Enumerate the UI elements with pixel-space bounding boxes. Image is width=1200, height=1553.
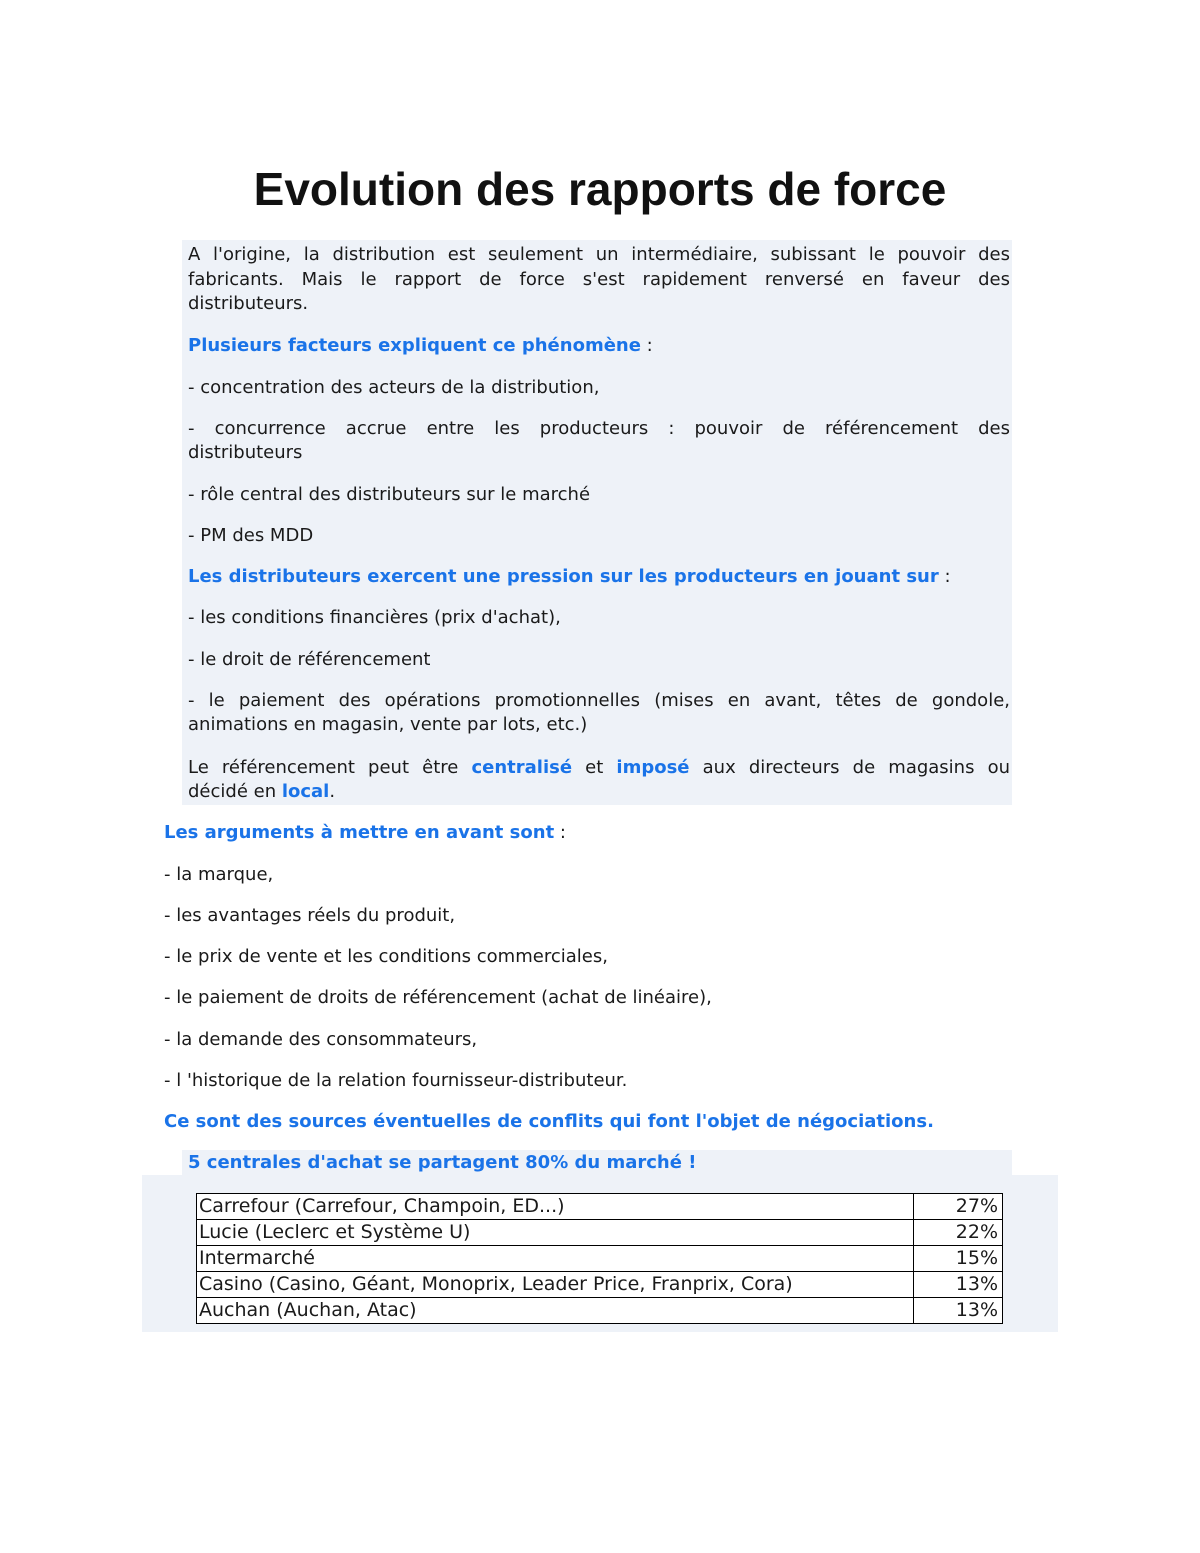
page-title: Evolution des rapports de force (253, 163, 947, 215)
centrale-share: 27% (914, 1194, 1003, 1220)
conflits-statement: Ce sont des sources éventuelles de conflits qui font l'objet de négociations. (164, 1111, 934, 1132)
centrale-name: Intermarché (197, 1246, 914, 1272)
ref-text: . (329, 781, 336, 802)
facteur-item-cont: distributeurs (188, 442, 303, 463)
table-row (197, 1298, 1003, 1324)
centrale-name: Auchan (Auchan, Atac) (197, 1298, 914, 1324)
facteurs-heading-text: Plusieurs facteurs expliquent ce phénomène (188, 335, 641, 356)
table-row (197, 1220, 1003, 1246)
argument-item: - le paiement de droits de référencement (achat de linéaire), (164, 987, 712, 1008)
ref-text: Le référencement peut être (188, 757, 472, 778)
argument-item: - la demande des consommateurs, (164, 1029, 478, 1050)
table-row (197, 1272, 1003, 1298)
pression-item: - le droit de référencement (188, 649, 431, 670)
pression-item: - les conditions financières (prix d'achat), (188, 607, 561, 628)
facteurs-heading (188, 334, 1010, 358)
pression-item-cont: animations en magasin, vente par lots, etc.) (188, 714, 588, 735)
referencement-line (188, 756, 1010, 780)
centrales-heading: 5 centrales d'achat se partagent 80% du marché ! (188, 1152, 697, 1173)
referencement-line-2 (188, 780, 1010, 804)
arguments-heading (164, 821, 1010, 845)
pression-heading (188, 565, 1010, 589)
centrale-share: 13% (914, 1272, 1003, 1298)
pression-heading-text: Les distributeurs exercent une pression sur les producteurs en jouant sur (188, 566, 939, 587)
intro-line-1: A l'origine, la distribution est seulement un intermédiaire, subissant le pouvoir des (188, 244, 1010, 265)
intro-line-2: fabricants. Mais le rapport de force s'est rapidement renversé en faveur des (188, 269, 1010, 290)
pression-item: - le paiement des opérations promotionnelles (mises en avant, têtes de gondole, (188, 690, 1010, 711)
ref-text: aux directeurs de magasins ou (689, 757, 1011, 778)
centrale-name: Casino (Casino, Géant, Monoprix, Leader Price, Franprix, Cora) (197, 1272, 914, 1298)
ref-text: et (572, 757, 617, 778)
centrale-name: Carrefour (Carrefour, Champoin, ED...) (197, 1194, 914, 1220)
centrale-share: 15% (914, 1246, 1003, 1272)
arguments-heading-text: Les arguments à mettre en avant sont (164, 822, 555, 843)
market-share-table (196, 1193, 1003, 1324)
ref-impose: imposé (616, 757, 690, 778)
facteurs-colon: : (640, 335, 653, 356)
centrale-share: 13% (914, 1298, 1003, 1324)
pression-colon: : (938, 566, 951, 587)
arguments-colon: : (554, 822, 566, 843)
argument-item: - le prix de vente et les conditions commerciales, (164, 946, 608, 967)
argument-item: - l 'historique de la relation fournisseur-distributeur. (164, 1070, 628, 1091)
ref-text: décidé en (188, 781, 282, 802)
argument-item: - les avantages réels du produit, (164, 905, 456, 926)
facteur-item: - concurrence accrue entre les producteurs : pouvoir de référencement des (188, 418, 1010, 439)
ref-local: local (281, 781, 330, 802)
table-row (197, 1246, 1003, 1272)
facteur-item: - rôle central des distributeurs sur le marché (188, 484, 591, 505)
centrale-name: Lucie (Leclerc et Système U) (197, 1220, 914, 1246)
ref-centralise: centralisé (471, 757, 573, 778)
centrale-share: 22% (914, 1220, 1003, 1246)
facteur-item: - PM des MDD (188, 525, 314, 546)
intro-line-3: distributeurs. (188, 293, 309, 314)
argument-item: - la marque, (164, 864, 274, 885)
facteur-item: - concentration des acteurs de la distribution, (188, 377, 600, 398)
table-row (197, 1194, 1003, 1220)
